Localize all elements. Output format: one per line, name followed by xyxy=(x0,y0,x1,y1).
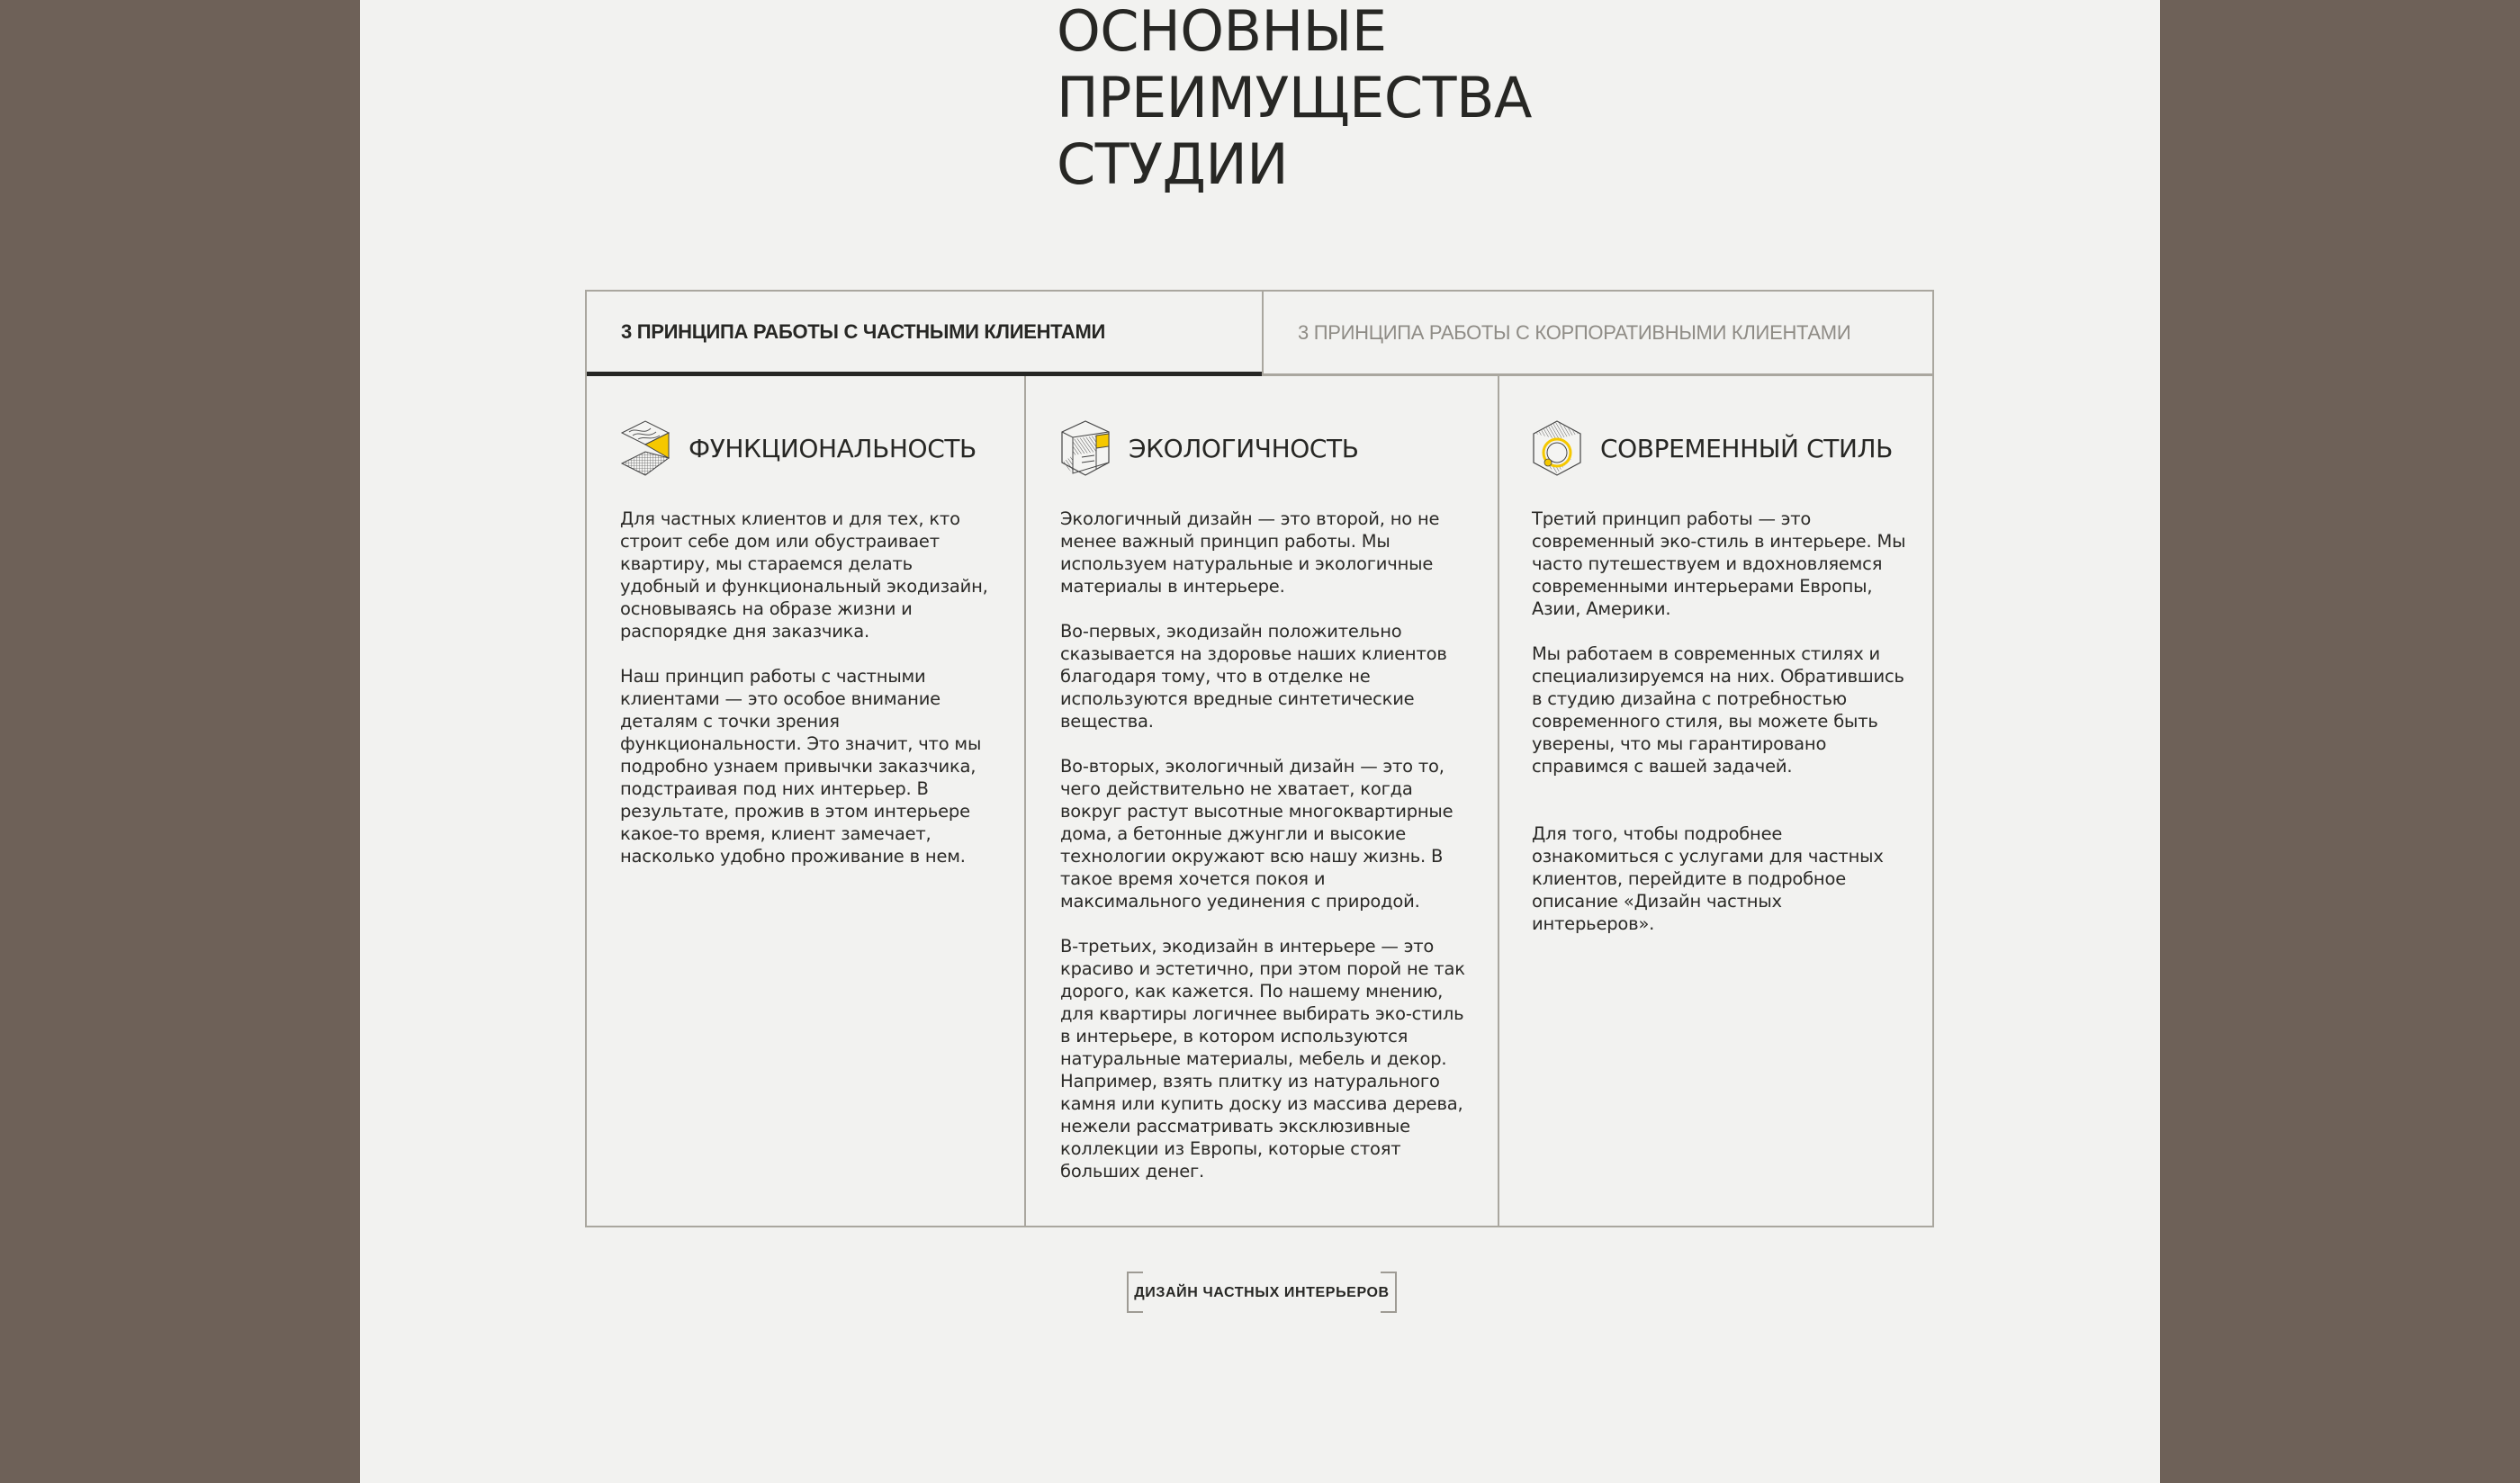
principle-paragraph: Во-первых, экодизайн положительно сказывается на здоровье наших клиентов благодаря тому, что в отделке не используются вредные синтетические вещества. xyxy=(1060,621,1447,732)
principle-title: ФУНКЦИОНАЛЬНОСТЬ xyxy=(688,433,976,463)
tab-private-clients[interactable]: 3 ПРИНЦИПА РАБОТЫ С ЧАСТНЫМИ КЛИЕНТАМИ xyxy=(587,292,1262,376)
bracket-right xyxy=(1381,1272,1397,1313)
principle-paragraph: В-третьих, экодизайн в интерьере — это красиво и эстетично, при этом порой не так дорого, как кажется. По нашему мнению, для квартиры логичнее выбирать эко-стиль в интерьере, в котором используются натуральные материалы, мебель и декор. Например, взять плитку из натурального камня или купить доску из массива дерева, нежели рассматривать эксклюзивные коллекции из Европы, которые стоят больших денег. xyxy=(1060,936,1465,1182)
principle-paragraph: Третий принцип работы — это современный эко-стиль в интерьере. Мы часто путешествуем и вдохновляемся современными интерьерами Европы, Азии, Америки. xyxy=(1532,508,1906,619)
page-title-line: ПРЕИМУЩЕСТВА xyxy=(1057,65,1532,130)
bracket-left xyxy=(1127,1272,1143,1313)
principle-title: ЭКОЛОГИЧНОСТЬ xyxy=(1129,433,1359,463)
private-interiors-design-button[interactable] xyxy=(1127,1272,1397,1315)
principle-header xyxy=(1060,419,1471,477)
principle-paragraph: Наш принцип работы с частными клиентами — это особое внимание деталям с точки зрения функциональности. Это значит, что мы подробно узнаем привычки заказчика, подстраивая под них интерьер. В результате, прожив в этом интерьере какое-то время, клиент замечает, насколько удобно проживание в нем. xyxy=(620,666,982,867)
principle-column-modern-style xyxy=(1498,376,1932,1226)
principle-paragraph: Для частных клиентов и для тех, кто строит себе дом или обустраивает квартиру, мы стараемся делать удобный и функциональный экодизайн, основываясь на образе жизни и распорядке дня заказчика. xyxy=(620,508,988,642)
principle-title: СОВРЕМЕННЫЙ СТИЛЬ xyxy=(1600,433,1893,463)
layers-texture-icon xyxy=(620,419,670,477)
principle-paragraph: Для того, чтобы подробнее ознакомиться с услугами для частных клиентов, перейдите в подробное описание «Дизайн частных интерьеров». xyxy=(1532,823,1884,934)
page-title xyxy=(1057,0,1532,198)
principle-paragraph: Экологичный дизайн — это второй, но не менее важный принцип работы. Мы используем натуральные и экологичные материалы в интерьере. xyxy=(1060,508,1440,597)
page-title-line: СТУДИИ xyxy=(1057,131,1289,197)
page-title-line: ОСНОВНЫЕ xyxy=(1057,0,1387,64)
principles-grid xyxy=(585,376,1934,1227)
principle-column-functionality xyxy=(587,376,1024,1226)
principle-paragraph: Во-вторых, экологичный дизайн — это то, чего действительно не хватает, когда вокруг растут высотные многоквартирные дома, а бетонные джунгли и высокие технологии окружают всю нашу жизнь. В такое время хочется покоя и максимального уединения с природой. xyxy=(1060,756,1454,912)
principle-paragraph: Мы работаем в современных стилях и специализируемся на них. Обратившись в студию дизайна с потребностью современного стиля, вы можете быть уверены, что мы гарантировано справимся с вашей задачей. xyxy=(1532,643,1904,777)
cube-room-icon xyxy=(1060,419,1111,477)
tab-corporate-clients[interactable]: 3 ПРИНЦИПА РАБОТЫ С КОРПОРАТИВНЫМИ КЛИЕНТАМИ xyxy=(1262,292,1932,376)
content-area xyxy=(360,0,2160,1483)
hexagon-ring-icon xyxy=(1532,419,1582,477)
principle-column-ecology xyxy=(1024,376,1498,1226)
principle-header xyxy=(1532,419,1909,477)
client-type-tabs xyxy=(585,290,1934,376)
private-interiors-design-button-label: ДИЗАЙН ЧАСТНЫХ ИНТЕРЬЕРОВ xyxy=(1134,1285,1390,1300)
principle-header xyxy=(620,419,997,477)
